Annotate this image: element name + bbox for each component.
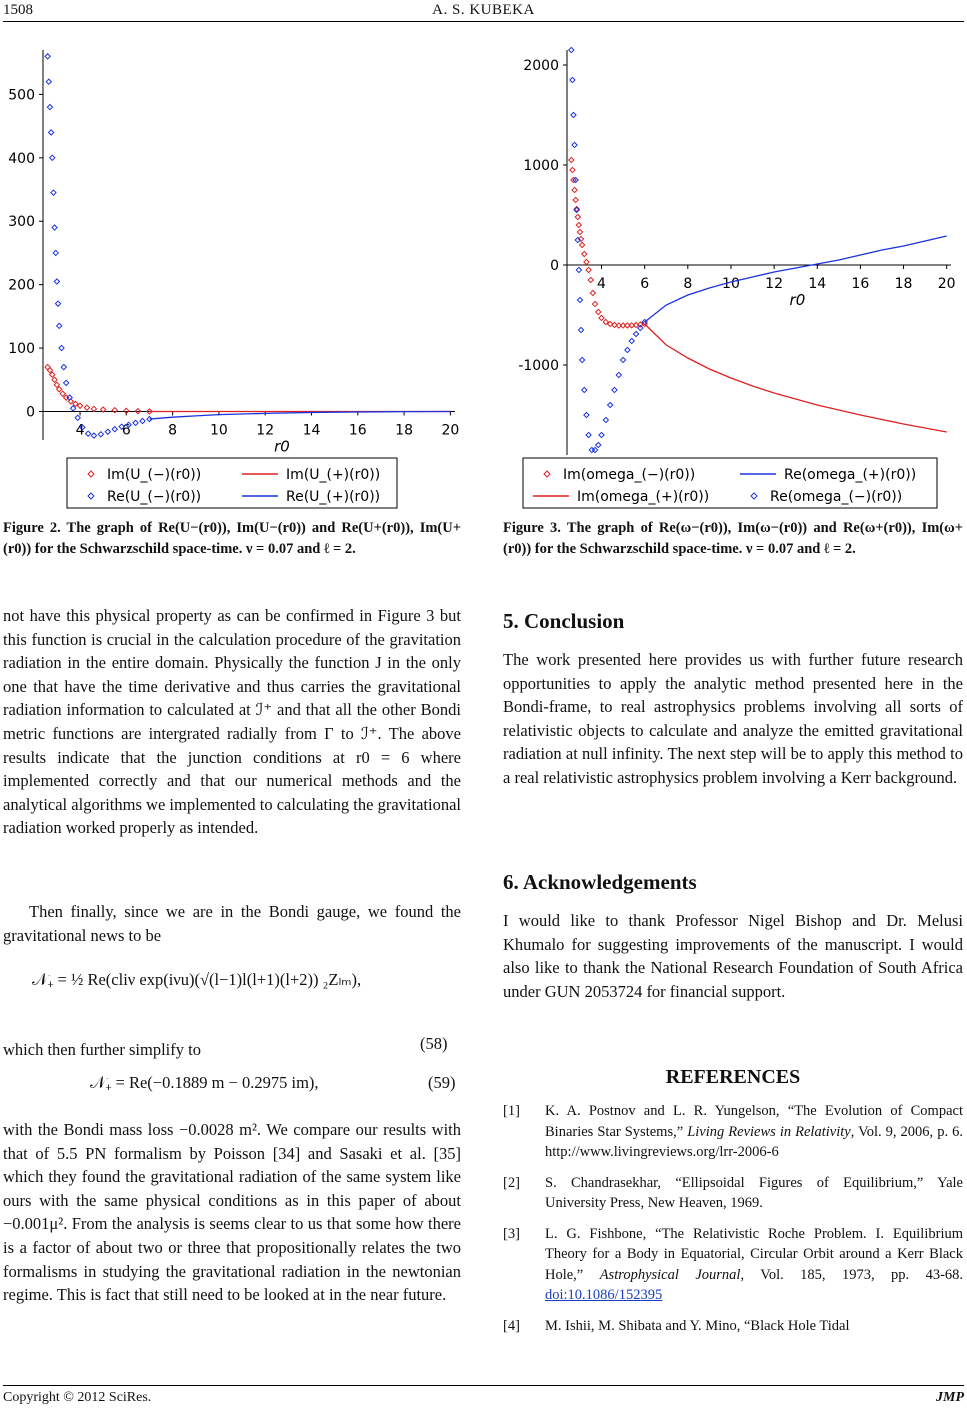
figure-2-caption: Figure 2. The graph of Re(U−(r0)), Im(U−(r0)) and Re(U+(r0)), Im(U+(r0)) for the Schwarzschild space-time. ν = 0.07 and ℓ = 2. — [3, 520, 461, 557]
reference-list — [503, 1101, 963, 1346]
x-tick-label: 8 — [683, 276, 693, 292]
x-tick-label: 20 — [937, 276, 956, 292]
conclusion-heading: 5. Conclusion — [503, 609, 625, 633]
data-point — [98, 432, 103, 437]
data-point — [75, 415, 80, 420]
data-point — [140, 418, 145, 423]
reference-doi-link[interactable]: doi:10.1086/152395 — [545, 1287, 663, 1303]
reference-text: L. G. Fishbone, “The Relativistic Roche Problem. I. Equilibrium Theory for a Body in Equatorial, Circular Orbit around a Kerr Black Hole,” — [545, 1225, 963, 1283]
header-rule — [3, 21, 964, 22]
y-tick-label: 0 — [26, 404, 35, 421]
legend-label: Im(U_(+)(r0)) — [286, 467, 381, 483]
y-tick-label: 1000 — [523, 158, 559, 174]
legend-label: Re(omega_(−)(r0)) — [770, 489, 903, 505]
data-point — [588, 277, 593, 282]
left-paragraph-4: with the Bondi mass loss −0.0028 m². We compare our results with that of 5.5 PN formalism by Poisson [34] and Sasaki et al. [35] which they found the gravitational radiation of the same system like ours with the same physical conditions as in this paper of about −0.001μ². From the analysis is seems clear to us that some how there is a factor of about two or three that propositionally relates the two formalisms in studying the gravitational radiation in the newtonian regime. This is fact that still need to be looked at in the near future. — [3, 1120, 461, 1305]
y-tick-label: 0 — [550, 258, 559, 274]
data-point — [112, 408, 117, 413]
data-point — [612, 387, 617, 392]
data-point — [105, 429, 110, 434]
reference-item — [503, 1173, 963, 1214]
legend-label: Im(omega_(+)(r0)) — [577, 489, 710, 505]
x-tick-label: 10 — [722, 276, 740, 292]
series-red — [645, 324, 947, 432]
data-point — [572, 142, 577, 147]
data-point — [596, 309, 601, 314]
x-tick-label: 4 — [597, 276, 606, 292]
data-point — [608, 402, 613, 407]
data-point — [52, 377, 57, 382]
reference-number: [2] — [503, 1174, 520, 1191]
left-paragraph-2: Then finally, since we are in the Bondi gauge, we found the gravitational news to be — [3, 902, 461, 945]
x-tick-label: 16 — [348, 422, 367, 439]
legend-label: Im(omega_(−)(r0)) — [563, 467, 696, 483]
data-point — [584, 412, 589, 417]
x-tick-label: 6 — [121, 422, 131, 439]
data-point — [45, 364, 50, 369]
data-point — [572, 187, 577, 192]
data-point — [620, 357, 625, 362]
x-tick-label: 18 — [395, 422, 413, 439]
data-point — [45, 54, 50, 59]
data-point — [596, 442, 601, 447]
x-tick-label: 6 — [640, 276, 650, 292]
journal-abbrev: JMP — [936, 1390, 964, 1405]
reference-number: [1] — [503, 1103, 520, 1119]
data-point — [133, 420, 138, 425]
series-line — [149, 411, 450, 419]
equation-58-number: (58) — [420, 1034, 448, 1053]
x-tick-label: 16 — [851, 276, 870, 292]
reference-item — [503, 1224, 963, 1306]
data-point — [91, 433, 96, 438]
data-point — [50, 155, 55, 160]
data-point — [573, 197, 578, 202]
data-point — [578, 327, 583, 332]
x-tick-label: 12 — [256, 422, 275, 439]
series-blue — [569, 47, 648, 452]
running-author: A. S. KUBEKA — [432, 2, 535, 18]
series-blue — [149, 411, 450, 419]
data-point — [569, 157, 574, 162]
figure-2-chart — [3, 40, 465, 510]
data-point — [570, 167, 575, 172]
footer-rule — [3, 1385, 964, 1386]
data-point — [49, 130, 54, 135]
reference-item — [503, 1316, 963, 1337]
data-point — [575, 214, 580, 219]
reference-number: [3] — [503, 1225, 520, 1242]
y-tick-label: 2000 — [523, 58, 559, 74]
data-point — [569, 47, 574, 52]
data-point — [580, 357, 585, 362]
data-point — [57, 323, 62, 328]
series-blue — [45, 54, 152, 438]
x-tick-label: 14 — [302, 422, 321, 439]
data-point — [61, 364, 66, 369]
data-point — [629, 338, 634, 343]
reference-text: K. A. Postnov and L. R. Yungelson, “The Evolution of Compact Binaries Star Systems,” — [545, 1103, 963, 1140]
data-point — [91, 406, 96, 411]
reference-item — [503, 1101, 963, 1163]
references-heading: REFERENCES — [665, 1066, 801, 1088]
legend-label: Im(U_(−)(r0)) — [107, 467, 202, 483]
x-tick-label: 18 — [894, 276, 913, 292]
reference-journal: Astrophysical Journal — [599, 1266, 741, 1283]
left-paragraph-3: which then further simplify to — [3, 1040, 201, 1059]
data-point — [603, 417, 608, 422]
x-tick-label: 12 — [765, 276, 784, 292]
legend-label: Re(U_(+)(r0)) — [286, 489, 381, 505]
data-point — [616, 372, 621, 377]
data-point — [580, 242, 585, 247]
data-point — [64, 380, 69, 385]
x-tick-label: 20 — [441, 422, 460, 439]
y-tick-label: 300 — [8, 214, 35, 231]
reference-text: M. Ishii, M. Shibata and Y. Mino, “Black Hole Tidal — [545, 1317, 850, 1334]
x-axis-label: r0 — [274, 437, 290, 456]
data-point — [112, 427, 117, 432]
equation-59: 𝒩₊ = Re(−0.1889 m − 0.2975 im), — [90, 1073, 319, 1092]
data-point — [86, 431, 91, 436]
data-point — [582, 387, 587, 392]
reference-details: , Vol. 185, 1973, pp. 43-68. — [740, 1266, 964, 1283]
data-point — [55, 301, 60, 306]
series-red — [45, 364, 152, 414]
data-point — [599, 315, 604, 320]
left-paragraph-1: not have this physical property as can be confirmed in Figure 3 but this function is crucial in the calculation procedure of the gravitation radiation in the entire domain. Physically the function J in the only one that have the time derivative and thus carries the gravitational radiation information to calculated at ℐ⁺ and that all the other Bondi metric functions are intergrated radially from Γ to ℐ⁺. The above results indicate that the junction conditions at r0 = 6 where implemented correctly and that our numerical methods and the analytical algorithms we implemented to calculating the gravitational radiation worked properly as intended. — [3, 606, 461, 838]
figure-3-chart — [505, 40, 967, 510]
data-point — [53, 250, 58, 255]
data-point — [586, 432, 591, 437]
copyright-notice: Copyright © 2012 SciRes. — [3, 1390, 152, 1405]
reference-text: S. Chandrasekhar, “Ellipsoidal Figures of Equilibrium,” Yale University Press, New Heaven, 1969. — [545, 1174, 963, 1211]
data-point — [84, 405, 89, 410]
data-point — [586, 267, 591, 272]
data-point — [590, 290, 595, 295]
data-point — [577, 229, 582, 234]
data-point — [571, 112, 576, 117]
y-tick-label: 500 — [8, 87, 35, 104]
legend-label: Re(U_(−)(r0)) — [107, 489, 202, 505]
page-number: 1508 — [3, 2, 33, 18]
data-point — [64, 395, 69, 400]
data-point — [51, 190, 56, 195]
x-tick-label: 14 — [808, 276, 827, 292]
data-point — [570, 77, 575, 82]
data-point — [584, 259, 589, 264]
acknowledgements-heading: 6. Acknowledgements — [503, 870, 697, 894]
legend-label: Re(omega_(+)(r0)) — [784, 467, 917, 483]
page-footer — [3, 1390, 964, 1406]
figure-3-caption: Figure 3. The graph of Re(ω−(r0)), Im(ω−(r0)) and Re(ω+(r0)), Im(ω+(r0)) for the Schwarzschild space-time. ν = 0.07 and ℓ = 2. — [503, 520, 963, 557]
data-point — [59, 345, 64, 350]
equation-59-number: (59) — [428, 1073, 456, 1092]
data-point — [46, 79, 51, 84]
data-point — [592, 301, 597, 306]
x-tick-label: 10 — [209, 422, 228, 439]
reference-number: [4] — [503, 1317, 520, 1334]
y-tick-label: 400 — [8, 150, 35, 167]
data-point — [599, 432, 604, 437]
y-tick-label: 200 — [8, 277, 35, 294]
conclusion-paragraph: The work presented here provides us with further future research opportunities to apply the analytic method presented here in the Bondi-frame, to real astrophysics problems involving all sorts of relativistic objects to calculate and analyze the emitted gravitational radiation at null infinity. The next step will be to apply this method to a real relativistic astrophysics problem involving a Kerr background. — [503, 650, 963, 787]
data-point — [52, 225, 57, 230]
y-tick-label: 100 — [8, 341, 35, 358]
data-point — [638, 325, 643, 330]
data-point — [582, 251, 587, 256]
acknowledgements-paragraph: I would like to thank Professor Nigel Bishop and Dr. Melusi Khumalo for suggesting improvements of the manuscript. I would also like to thank the National Research Foundation of South Africa under GUN 2053724 for financial support. — [503, 911, 963, 1001]
series-line — [645, 324, 947, 432]
equation-58: 𝒩₊ = ½ Re(cliν exp(iνu)(√(l−1)l(l+1)(l+2)) ₂Zₗₘ), — [32, 970, 362, 989]
reference-journal: Living Reviews in Relativity — [687, 1123, 851, 1140]
data-point — [576, 267, 581, 272]
x-axis-label: r0 — [789, 291, 806, 309]
data-point — [576, 222, 581, 227]
x-tick-label: 4 — [75, 422, 85, 439]
data-point — [47, 104, 52, 109]
x-tick-label: 8 — [168, 422, 178, 439]
y-tick-label: -1000 — [518, 358, 559, 374]
data-point — [625, 347, 630, 352]
data-point — [633, 331, 638, 336]
reference-details: , Vol. 9, 2006, p. 6. http://www.livingreviews.org/lrr-2006-6 — [545, 1123, 963, 1160]
page-header — [0, 0, 967, 22]
data-point — [54, 279, 59, 284]
data-point — [577, 297, 582, 302]
data-point — [60, 391, 65, 396]
